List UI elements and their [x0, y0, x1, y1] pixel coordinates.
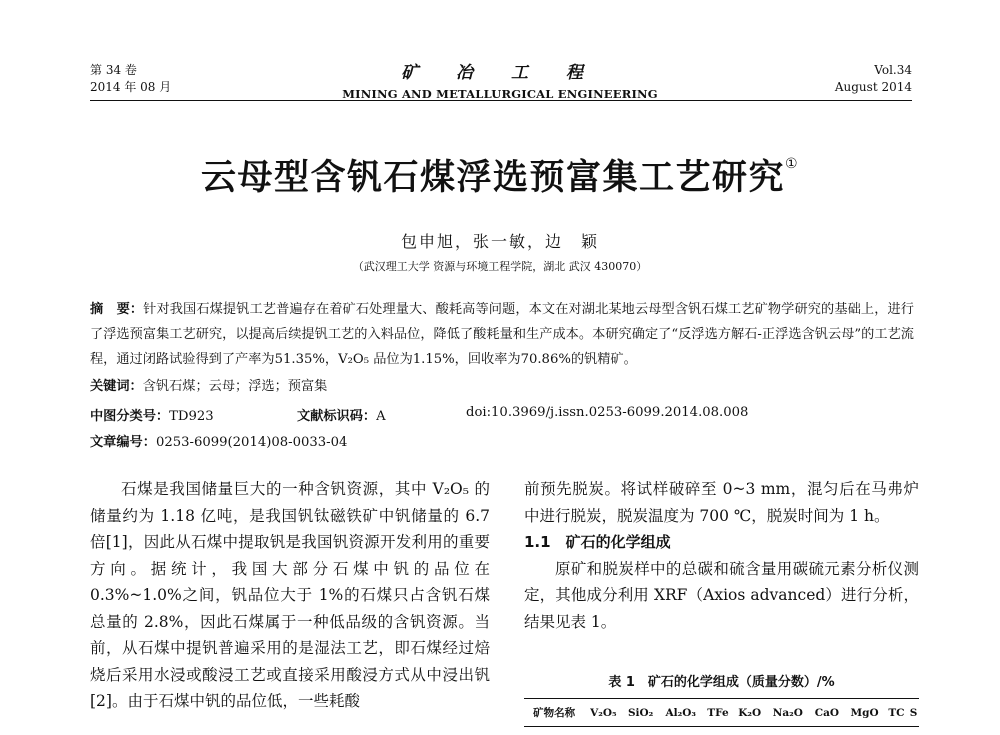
- doccode-label: 文献标识码：: [297, 409, 377, 424]
- abstract-label: 摘 要：: [90, 302, 144, 317]
- journal-title-cn: 矿 冶 工 程: [401, 63, 599, 83]
- keywords-label: 关键词：: [90, 379, 143, 394]
- table-header-cell: 矿物名称: [533, 707, 576, 719]
- header-right: [835, 62, 912, 96]
- clc-line: [90, 405, 214, 424]
- article-number-label: 文章编号：: [90, 435, 156, 450]
- authors: 包申旭，张一敏，边 颖: [400, 232, 599, 251]
- abstract: [90, 297, 914, 372]
- body-right-para-2: 原矿和脱炭样中的总碳和硫含量用碳硫元素分析仪测定，其他成分利用 XRF（Axios advanced）进行分析，结果见表 1。: [524, 559, 919, 631]
- body-right-column: [524, 476, 919, 635]
- volume-en: Vol.34: [874, 63, 912, 77]
- table-header-cell: MgO: [850, 706, 879, 719]
- body-right-para-1: 前预先脱炭。将试样破碎至 0~3 mm，混匀后在马弗炉中进行脱炭，脱炭温度为 700 ℃，脱炭时间为 1 h。: [524, 480, 919, 525]
- doccode-line: [297, 405, 386, 424]
- body-left-column: 石煤是我国储量巨大的一种含钒资源，其中 V₂O₅ 的储量约为 1.18 亿吨，是我国钒钛磁铁矿中钒储量的 6.7 倍[1]，因此从石煤中提取钒是我国钒资源开发利用的重要方向。据统计，我国大部分石煤中钒的品位在 0.3%~1.0%之间，钒品位大于 1%的石煤只占含钒石煤总量的 2.8%，因此石煤属于一种低品级的含钒资源。当前，从石煤中提钒普遍采用的是湿法工艺，即石煤经过焙烧后采用水浸或酸浸工艺或直接采用酸浸方式从中浸出钒[2]。由于石煤中钒的品位低，一些耗酸: [90, 480, 490, 710]
- header-rule: [90, 100, 912, 101]
- table-header-cell: Al₂O₃: [665, 706, 696, 719]
- article-number-line: [90, 431, 347, 450]
- doi: doi:10.3969/j.issn.0253-6099.2014.08.008: [466, 405, 749, 420]
- keywords-line: [90, 375, 327, 394]
- date-en: August 2014: [834, 80, 912, 94]
- table-header-row: [524, 699, 919, 726]
- table-caption: 表 1 矿石的化学组成（质量分数）/%: [608, 675, 835, 690]
- clc-label: 中图分类号：: [90, 409, 170, 424]
- table-1: [524, 698, 919, 727]
- clc-code: TD923: [169, 409, 214, 424]
- table-header-cell: CaO: [814, 706, 840, 719]
- affiliation: （武汉理工大学 资源与环境工程学院，湖北 武汉 430070）: [352, 260, 648, 273]
- table-header-cell: Na₂O: [772, 706, 803, 719]
- keywords: 含钒石煤；云母；浮选；预富集: [142, 379, 328, 394]
- table-header-cell: S: [909, 706, 918, 719]
- table-header-cell: TC: [888, 706, 905, 719]
- article-number: 0253-6099(2014)08-0033-04: [155, 435, 348, 450]
- title-footnote-mark: ①: [784, 156, 800, 173]
- doccode: A: [376, 409, 386, 424]
- date-cn: 2014 年 08 月: [90, 80, 172, 94]
- article-title: [0, 150, 1000, 200]
- section-heading: 1.1 矿石的化学组成: [524, 533, 671, 551]
- title-text: 云母型含钒石煤浮选预富集工艺研究: [200, 158, 785, 198]
- journal-title-en: MINING AND METALLURGICAL ENGINEERING: [342, 87, 658, 101]
- table-header-cell: V₂O₅: [590, 706, 617, 719]
- table-header-cell: SiO₂: [627, 706, 654, 719]
- table-header-cell: TFe: [707, 706, 729, 719]
- abstract-text: 针对我国石煤提钒工艺普遍存在着矿石处理量大、酸耗高等问题，本文在对湖北某地云母型含钒石煤工艺矿物学研究的基础上，进行了浮选预富集工艺研究，以提高后续提钒工艺的入料品位，降低了酸耗量和生产成本。本研究确定了“反浮选方解石-正浮选含钒云母”的工艺流程，通过闭路试验得到了产率为51.35%，V₂O₅ 品位为1.15%，回收率为70.86%的钒精矿。: [90, 302, 914, 367]
- table-header-cell: K₂O: [738, 706, 762, 719]
- volume-cn: 第 34 卷: [90, 63, 137, 77]
